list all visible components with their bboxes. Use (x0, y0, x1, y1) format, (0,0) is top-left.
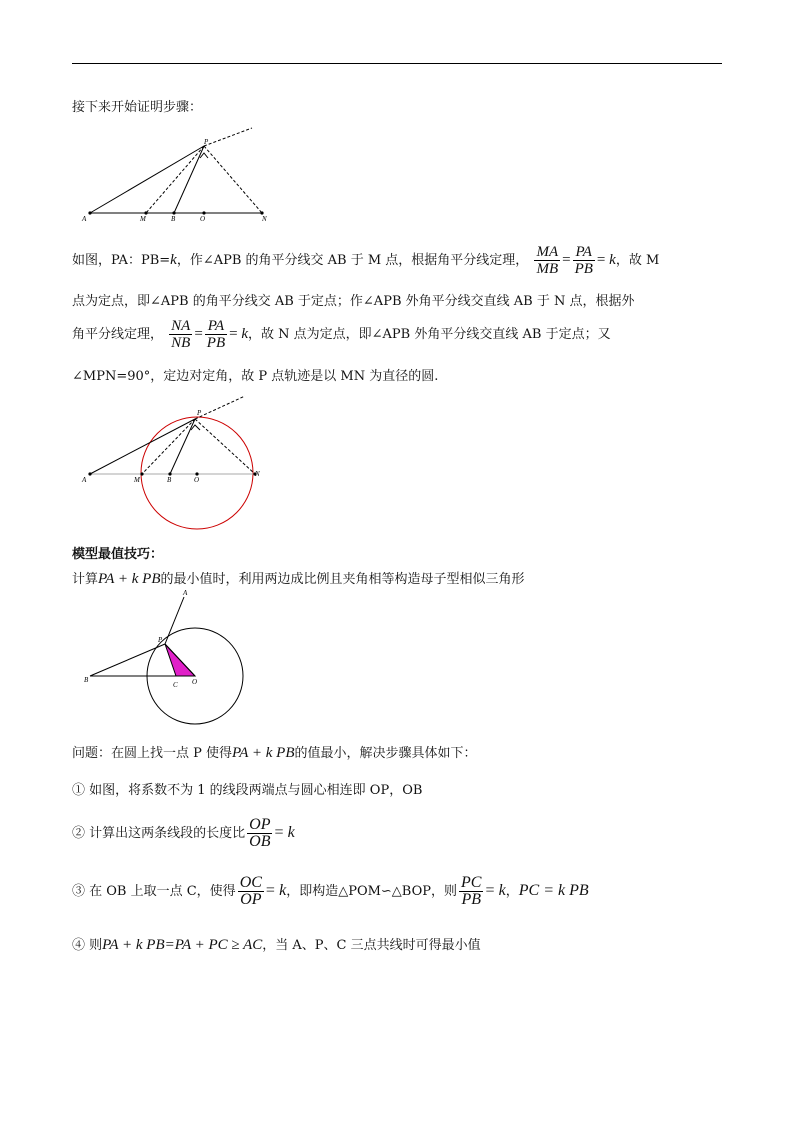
label-C: C (173, 681, 178, 689)
line-ap (90, 146, 204, 213)
label-O: O (192, 678, 198, 686)
step-1: ① 如图，将系数不为 1 的线段两端点与圆心相连即 OP，OB (72, 783, 423, 798)
proof-line-1: 如图，PA：PB=k，作∠APB 的角平分线交 AB 于 M 点，根据角平分线定理， $\frac{MA}{MB}$ = $\frac{PA}{PB}$ = k，故 M (72, 244, 660, 277)
label-P: P (197, 409, 202, 417)
problem-text: 问题：在圆上找一点 P 使得PA + k PB的值最小，解决步骤具体如下： (72, 745, 477, 761)
line-pa (165, 597, 184, 644)
tips-title: 模型最值技巧： (72, 547, 164, 562)
line-pb (170, 419, 195, 474)
fraction-pa-pb-2: $\frac{PA}{PB}$ (206, 318, 226, 351)
fraction-op-ob: $\frac{OP}{OB}$ (249, 816, 271, 850)
step-2: ② 计算出这两条线段的长度比 $\frac{OP}{OB}$ = k (72, 816, 295, 850)
right-angle-mark (200, 153, 208, 158)
label-A: A (183, 589, 188, 597)
extension-ap (204, 128, 252, 146)
step-3: ③ 在 OB 上取一点 C，使得 $\frac{OC}{OP}$ = k，即构造△POM∽△BOP，则 $\frac{PC}{PB}$ = k，PC = k PB (72, 874, 589, 908)
label-M: M (134, 476, 140, 484)
bisector-pm (146, 146, 204, 213)
proof-line-4: ∠MPN=90°，定边对定角，故 P 点轨迹是以 MN 为直径的圆. (72, 369, 439, 384)
figure-1 (80, 124, 280, 224)
ext-bisector-pn (204, 146, 262, 213)
fraction-ma-mb: $\frac{MA}{MB}$ (536, 244, 559, 277)
line-ap (90, 419, 195, 474)
fraction-pa-pb: $\frac{PA}{PB}$ (574, 244, 593, 277)
label-P: P (158, 636, 163, 644)
fraction-na-nb: $\frac{NA}{NB}$ (171, 318, 191, 351)
proof-line-2: 点为定点，即∠APB 的角平分线交 AB 于定点；作∠APB 外角平分线交直线 AB 于 N 点，根据外 (72, 294, 635, 309)
line-bp (90, 644, 165, 676)
fraction-oc-op: $\frac{OC}{OP}$ (239, 874, 262, 908)
proof-line-3: 角平分线定理， $\frac{NA}{NB}$ = $\frac{PA}{PB}$ = k，故 N 点为定点，即∠APB 外角平分线交直线 AB 于定点；又 (72, 318, 611, 351)
header-rule (72, 63, 722, 64)
label-M: M (140, 215, 146, 223)
intro-text: 接下来开始证明步骤： (72, 100, 203, 115)
label-O: O (200, 215, 206, 223)
line-pb (174, 146, 204, 213)
label-B: B (84, 676, 89, 684)
label-N: N (255, 470, 260, 478)
label-A: A (82, 476, 87, 484)
fraction-pc-pb: $\frac{PC}{PB}$ (461, 874, 482, 908)
figure-2 (80, 390, 280, 530)
label-B: B (167, 476, 172, 484)
label-P: P (204, 138, 209, 146)
extension-ap (195, 396, 245, 419)
label-A: A (82, 215, 87, 223)
label-O: O (194, 476, 200, 484)
bisector-pm (142, 419, 195, 474)
label-N: N (262, 215, 267, 223)
step-4: ④ 则PA + k PB=PA + PC ≥ AC，当 A、P、C 三点共线时可得最小值 (72, 937, 481, 953)
tips-text: 计算PA + k PB的最小值时，利用两边成比例且夹角相等构造母子型相似三角形 (72, 571, 525, 587)
label-B: B (171, 215, 176, 223)
figure-3 (80, 585, 260, 725)
